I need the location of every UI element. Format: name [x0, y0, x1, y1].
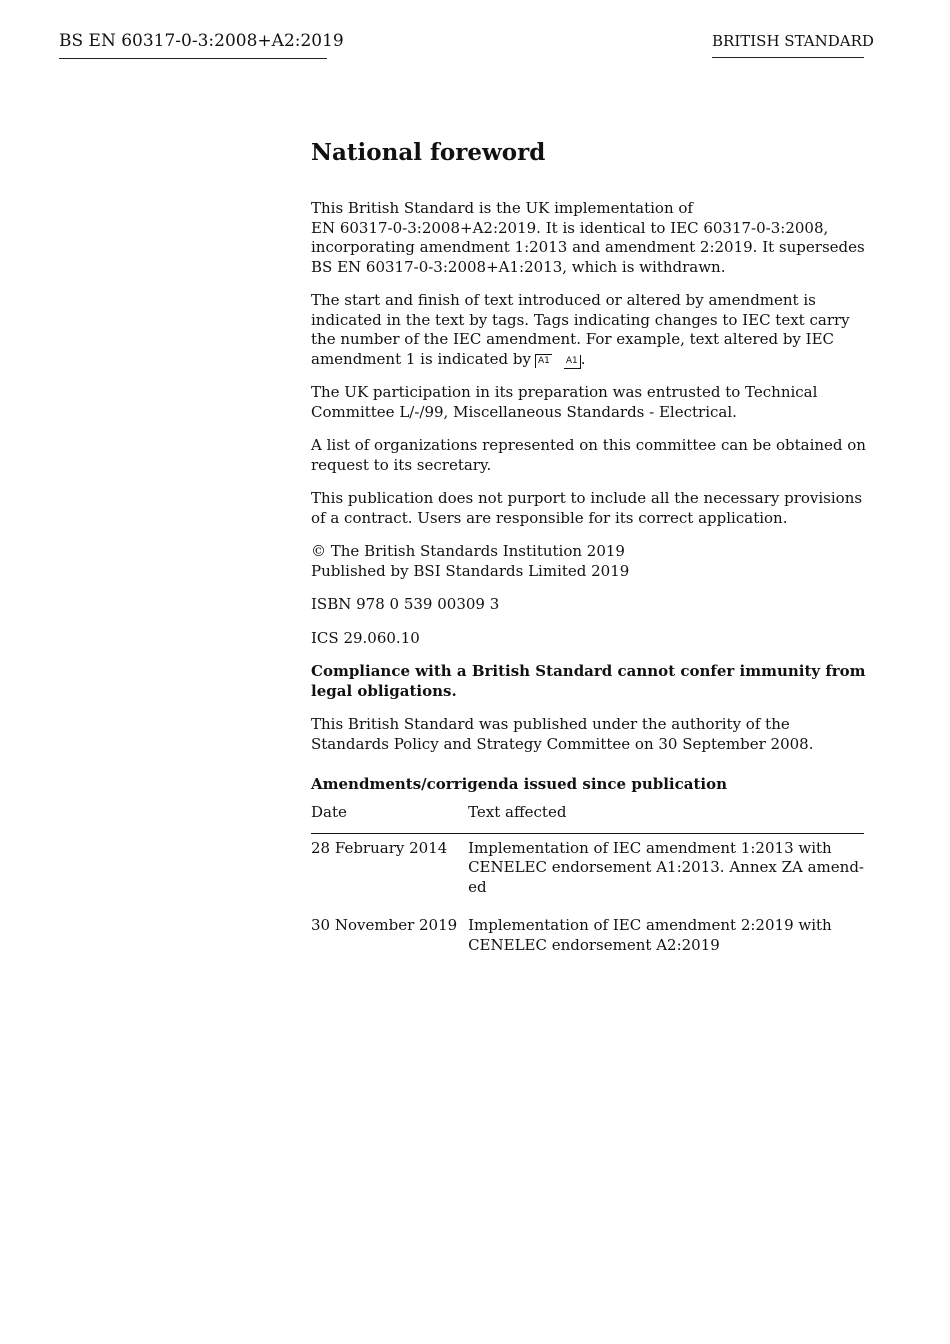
text-line: This British Standard is the UK implementation of: [311, 199, 693, 217]
text-fragment: .: [580, 349, 586, 368]
text-line: Published by BSI Standards Limited 2019: [311, 561, 630, 580]
national-foreword-section: [311, 137, 864, 969]
amendment-tags-paragraph: [311, 291, 864, 369]
amendment-close-tag-icon: A1: [564, 355, 581, 369]
text-line: [311, 350, 864, 370]
committee-paragraph: [311, 383, 864, 422]
amendment-text: [468, 833, 864, 911]
compliance-notice: [311, 662, 864, 701]
text-line: request to its secretary.: [311, 455, 492, 474]
authority-paragraph: [311, 715, 864, 754]
copyright-paragraph: [311, 542, 864, 581]
column-header-date: Date: [311, 803, 468, 833]
ics-code: ICS 29.060.10: [311, 628, 420, 647]
column-header-text-affected: Text affected: [468, 803, 864, 833]
text-line: Implementation of IEC amendment 1:2013 with: [468, 838, 832, 857]
isbn: ISBN 978 0 539 00309 3: [311, 595, 500, 613]
text-line: incorporating amendment 1:2013 and amendment 2:2019. It supersedes: [311, 238, 865, 256]
text-line: © The British Standards Institution 2019: [311, 542, 625, 560]
amendment-open-tag-icon: A1: [535, 354, 552, 368]
text-line: A list of organizations represented on this committee can be obtained on: [311, 436, 866, 454]
text-line: This British Standard was published under the authority of the: [311, 715, 790, 733]
document-id-header: BS EN 60317-0-3:2008+A2:2019: [59, 30, 327, 59]
text-line: Standards Policy and Strategy Committee on 30 September 2008.: [311, 734, 814, 753]
text-line: Compliance with a British Standard cannot confer immunity from: [311, 662, 866, 680]
text-line: ed: [468, 877, 487, 896]
contract-paragraph: [311, 489, 864, 528]
text-line: Committee L/-/99, Miscellaneous Standards - Electrical.: [311, 402, 737, 421]
text-line: the number of the IEC amendment. For example, text altered by IEC: [311, 330, 835, 348]
text-line: of a contract. Users are responsible for its correct application.: [311, 508, 788, 527]
table-row: [311, 833, 864, 911]
amendments-heading: Amendments/corrigenda issued since publication: [311, 775, 727, 793]
text-line: This publication does not purport to include all the necessary provisions: [311, 489, 863, 507]
text-line: The start and finish of text introduced or altered by amendment is: [311, 291, 816, 309]
table-row: [311, 911, 864, 969]
text-line: CENELEC endorsement A2:2019: [468, 935, 720, 954]
page-title: National foreword: [311, 139, 546, 166]
amendment-text: [468, 911, 864, 969]
implementation-paragraph: [311, 199, 864, 277]
amendments-table: [311, 803, 864, 969]
text-line: legal obligations.: [311, 681, 457, 700]
text-line: Implementation of IEC amendment 2:2019 with: [468, 916, 832, 934]
organizations-paragraph: [311, 436, 864, 475]
text-line: EN 60317-0-3:2008+A2:2019. It is identical to IEC 60317-0-3:2008,: [311, 218, 829, 237]
text-line: The UK participation in its preparation was entrusted to Technical: [311, 383, 818, 401]
amendment-date: 30 November 2019: [311, 916, 458, 934]
standard-category-header: BRITISH STANDARD: [712, 31, 864, 58]
text-line: BS EN 60317-0-3:2008+A1:2013, which is withdrawn.: [311, 257, 726, 276]
text-line: CENELEC endorsement A1:2013. Annex ZA amend-: [468, 858, 864, 876]
table-header-row: [311, 803, 864, 833]
amendment-date: 28 February 2014: [311, 838, 448, 857]
text-fragment: amendment 1 is indicated by: [311, 349, 531, 368]
text-line: indicated in the text by tags. Tags indicating changes to IEC text carry: [311, 310, 850, 329]
